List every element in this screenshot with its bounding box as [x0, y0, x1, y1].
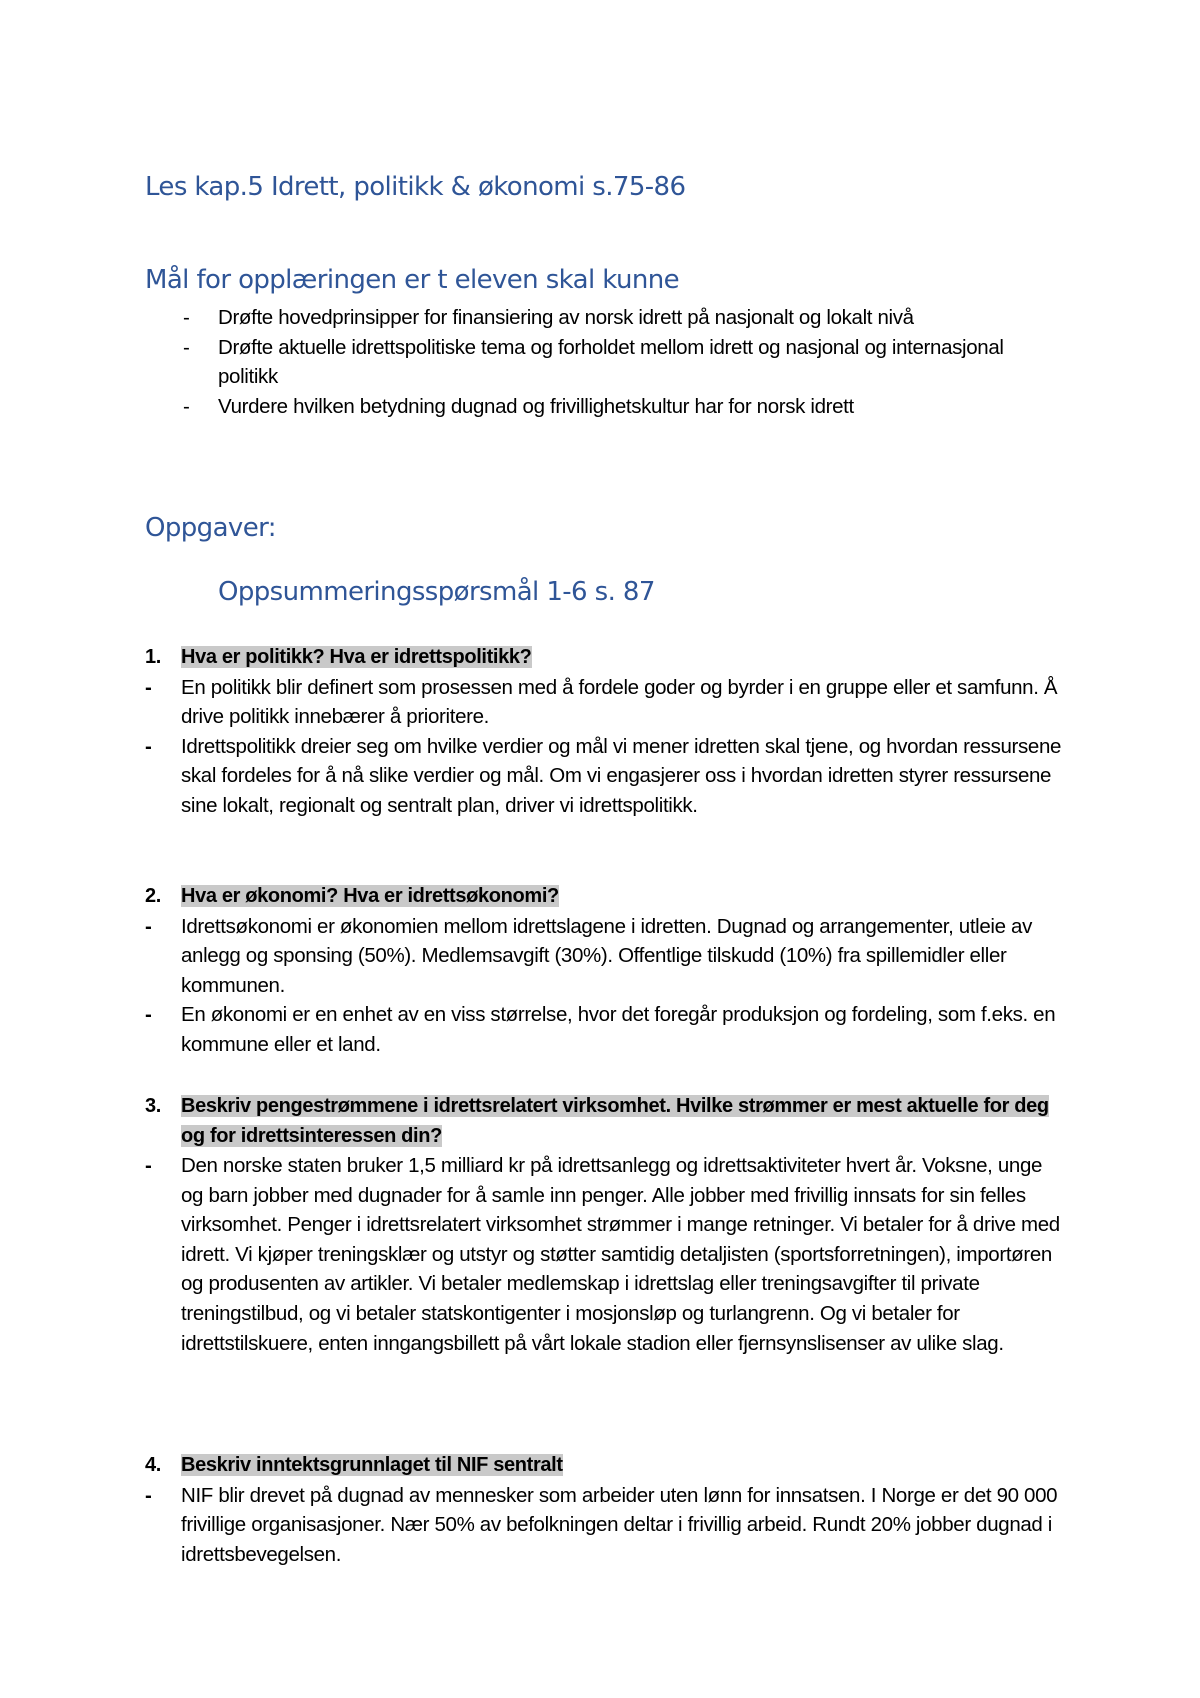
answer-text: NIF blir drevet på dugnad av mennesker som arbeider uten lønn for innsatsen. I Norge er det 90 000 frivillige organisasjoner. Nær 50% av befolkningen deltar i frivillig arbeid. Rundt 20% jobber dugnad i idrettsbevegelsen.: [181, 1483, 1058, 1566]
answer-item: [145, 732, 1065, 821]
question-text: Hva er politikk? Hva er idrettspolitikk?: [181, 646, 532, 668]
question-title: [145, 882, 1065, 912]
goal-text: Vurdere hvilken betydning dugnad og frivillighetskultur har for norsk idrett: [218, 394, 854, 418]
question-2: [145, 882, 1065, 1059]
goal-item: [145, 333, 1045, 392]
reading-heading: Les kap.5 Idrett, politikk & økonomi s.75-86: [145, 172, 686, 202]
answer-item: [145, 673, 1065, 732]
answer-text: Idrettspolitikk dreier seg om hvilke verdier og mål vi mener idretten skal tjene, og hvordan ressursene skal fordeles for å nå slike verdier og mål. Om vi engasjerer oss i hvordan idretten styrer ressursene sine lokalt, regionalt og sentralt plan, driver vi idrettspolitikk.: [181, 734, 1062, 817]
question-text: Beskriv inntektsgrunnlaget til NIF sentralt: [181, 1454, 563, 1476]
list-dash: -: [145, 675, 152, 699]
answer-item: [145, 1481, 1065, 1570]
question-4: [145, 1451, 1065, 1569]
question-number: 1.: [145, 646, 161, 668]
tasks-subheading: Oppsummeringsspørsmål 1-6 s. 87: [218, 577, 655, 607]
list-dash: -: [145, 1154, 152, 1177]
goals-list: [145, 303, 1045, 421]
list-dash: -: [145, 1483, 152, 1507]
goal-item: [145, 392, 1045, 422]
question-3: [145, 1092, 1065, 1358]
question-number: 4.: [145, 1454, 161, 1476]
tasks-heading: Oppgaver:: [145, 513, 276, 543]
list-dash: -: [145, 1003, 152, 1027]
list-dash: -: [145, 914, 152, 938]
list-dash: -: [183, 306, 190, 329]
question-title: [145, 643, 1065, 673]
answer-item: [145, 1000, 1065, 1059]
goal-text: Drøfte aktuelle idrettspolitiske tema og forholdet mellom idrett og nasjonal og internasjonal politikk: [218, 335, 1004, 388]
list-dash: -: [183, 335, 190, 359]
question-number: 2.: [145, 885, 161, 907]
question-number: 3.: [145, 1095, 161, 1117]
list-dash: -: [145, 734, 152, 758]
question-title: [145, 1092, 1065, 1151]
answer-item: [145, 912, 1065, 1001]
answer-text: Idrettsøkonomi er økonomien mellom idrettslagene i idretten. Dugnad og arrangementer, utleie av anlegg og sponsing (50%). Medlemsavgift (30%). Offentlige tilskudd (10%) fra spillemidler eller kommunen.: [181, 914, 1032, 997]
answer-text: En politikk blir definert som prosessen med å fordele goder og byrder i en gruppe eller et samfunn. Å drive politikk innebærer å prioritere.: [181, 675, 1058, 729]
question-text: Hva er økonomi? Hva er idrettsøkonomi?: [181, 885, 559, 907]
answer-item: [145, 1151, 1065, 1358]
list-dash: -: [183, 394, 190, 418]
question-text: Beskriv pengestrømmene i idrettsrelatert virksomhet. Hvilke strømmer er mest aktuelle for deg og for idrettsinteressen din?: [181, 1095, 1049, 1147]
answer-text: Den norske staten bruker 1,5 milliard kr på idrettsanlegg og idrettsaktiviteter hvert år. Voksne, unge og barn jobber med dugnader for å samle inn penger. Alle jobber med frivillig innsats for sin felles virksomhet. Penger i idrettsrelatert virksomhet strømmer i mange retninger. Vi betaler for å drive med idrett. Vi kjøper treningsklær og utstyr og støtter samtidig detaljisten (sportsforretningen), importøren og produsenten av artikler. Vi betaler medlemskap i idrettslag eller treningsavgifter til private treningstilbud, og vi betaler statskontigenter i mosjonsløp og turlangrenn. Og vi betaler for idrettstilskuere, enten inngangsbillett på vårt lokale stadion eller fjernsynslisenser av ulike slag.: [181, 1154, 1060, 1355]
goal-text: Drøfte hovedprinsipper for finansiering av norsk idrett på nasjonalt og lokalt nivå: [218, 306, 914, 329]
question-title: [145, 1451, 1065, 1481]
goals-heading: Mål for opplæringen er t eleven skal kunne: [145, 265, 679, 295]
goal-item: [145, 303, 1045, 333]
question-1: [145, 643, 1065, 820]
answer-text: En økonomi er en enhet av en viss størrelse, hvor det foregår produksjon og fordeling, som f.eks. en kommune eller et land.: [181, 1003, 1056, 1056]
